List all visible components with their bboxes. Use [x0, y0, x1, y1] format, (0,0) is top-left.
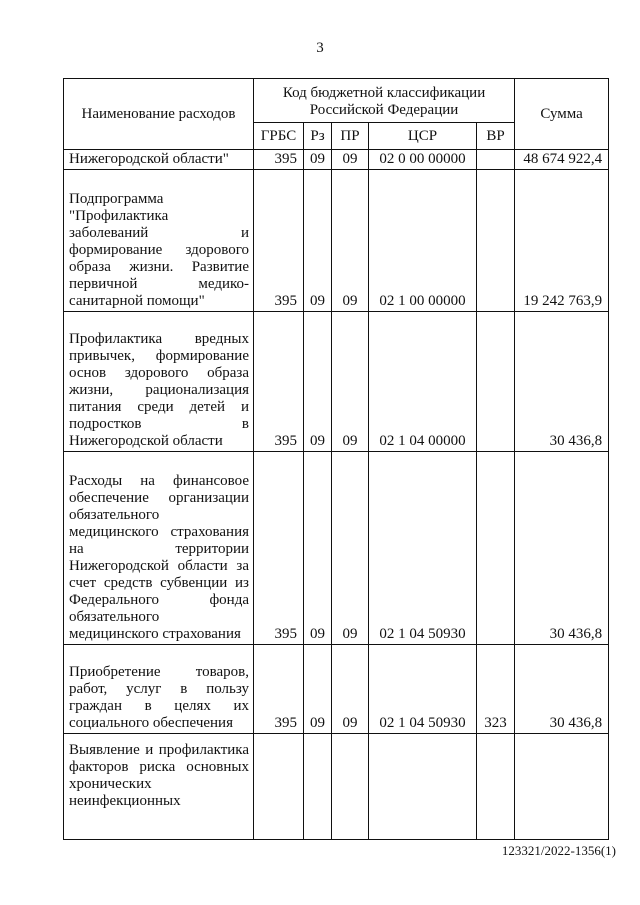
row-name: Профилактика вредных привычек, формирование основ здорового образа жизни, рационализация питания среди детей и подростков в Нижегородской области [64, 312, 254, 452]
row-sum: 30 436,8 [515, 645, 609, 734]
row-pr: 09 [332, 645, 369, 734]
page-number: 3 [316, 40, 324, 56]
row-sum: 30 436,8 [515, 312, 609, 452]
row-csr [369, 734, 477, 840]
row-csr: 02 1 04 00000 [369, 312, 477, 452]
table-row [64, 312, 609, 452]
row-csr: 02 0 00 00000 [369, 150, 477, 170]
table-row [64, 734, 609, 840]
table-row [64, 170, 609, 312]
row-pr [332, 734, 369, 840]
row-vr [477, 150, 515, 170]
row-sum [515, 734, 609, 840]
row-grbs: 395 [254, 170, 304, 312]
budget-table [63, 78, 609, 840]
row-vr [477, 734, 515, 840]
row-vr [477, 452, 515, 645]
row-name: Подпрограмма "Профилактика заболеваний и формирование здорового образа жизни. Развитие первичной медико-санитарной помощи" [64, 170, 254, 312]
row-name: Приобретение товаров, работ, услуг в пользу граждан в целях их социального обеспечения [64, 645, 254, 734]
header-pr: ПР [332, 123, 369, 150]
document-code: 123321/2022-1356(1) [501, 843, 616, 858]
row-grbs [254, 734, 304, 840]
row-vr: 323 [477, 645, 515, 734]
row-csr: 02 1 04 50930 [369, 452, 477, 645]
row-pr: 09 [332, 150, 369, 170]
row-name: Расходы на финансовое обеспечение организации обязательного медицинского страхования на территории Нижегородской области за счет средств субвенции из Федерального фонда обязательного медицинского страхования [64, 452, 254, 645]
row-rz: 09 [304, 170, 332, 312]
row-name: Выявление и профилактика факторов риска основных хронических неинфекционных [64, 734, 254, 840]
table-row [64, 452, 609, 645]
row-vr [477, 312, 515, 452]
header-row-1 [64, 79, 609, 123]
header-name: Наименование расходов [64, 79, 254, 150]
row-pr: 09 [332, 170, 369, 312]
row-grbs: 395 [254, 150, 304, 170]
header-sum: Сумма [515, 79, 609, 150]
row-pr: 09 [332, 312, 369, 452]
row-rz [304, 734, 332, 840]
header-rz: Рз [304, 123, 332, 150]
row-csr: 02 1 04 50930 [369, 645, 477, 734]
table-row [64, 645, 609, 734]
row-rz: 09 [304, 452, 332, 645]
row-rz: 09 [304, 312, 332, 452]
row-sum: 30 436,8 [515, 452, 609, 645]
row-sum: 48 674 922,4 [515, 150, 609, 170]
row-grbs: 395 [254, 312, 304, 452]
header-vr: ВР [477, 123, 515, 150]
row-pr: 09 [332, 452, 369, 645]
row-grbs: 395 [254, 452, 304, 645]
header-grbs: ГРБС [254, 123, 304, 150]
row-sum: 19 242 763,9 [515, 170, 609, 312]
row-rz: 09 [304, 150, 332, 170]
row-vr [477, 170, 515, 312]
table-row [64, 150, 609, 170]
header-csr: ЦСР [369, 123, 477, 150]
row-rz: 09 [304, 645, 332, 734]
row-grbs: 395 [254, 645, 304, 734]
row-name: Нижегородской области" [64, 150, 254, 170]
header-code-group: Код бюджетной классификации Российской Федерации [254, 79, 515, 123]
row-csr: 02 1 00 00000 [369, 170, 477, 312]
